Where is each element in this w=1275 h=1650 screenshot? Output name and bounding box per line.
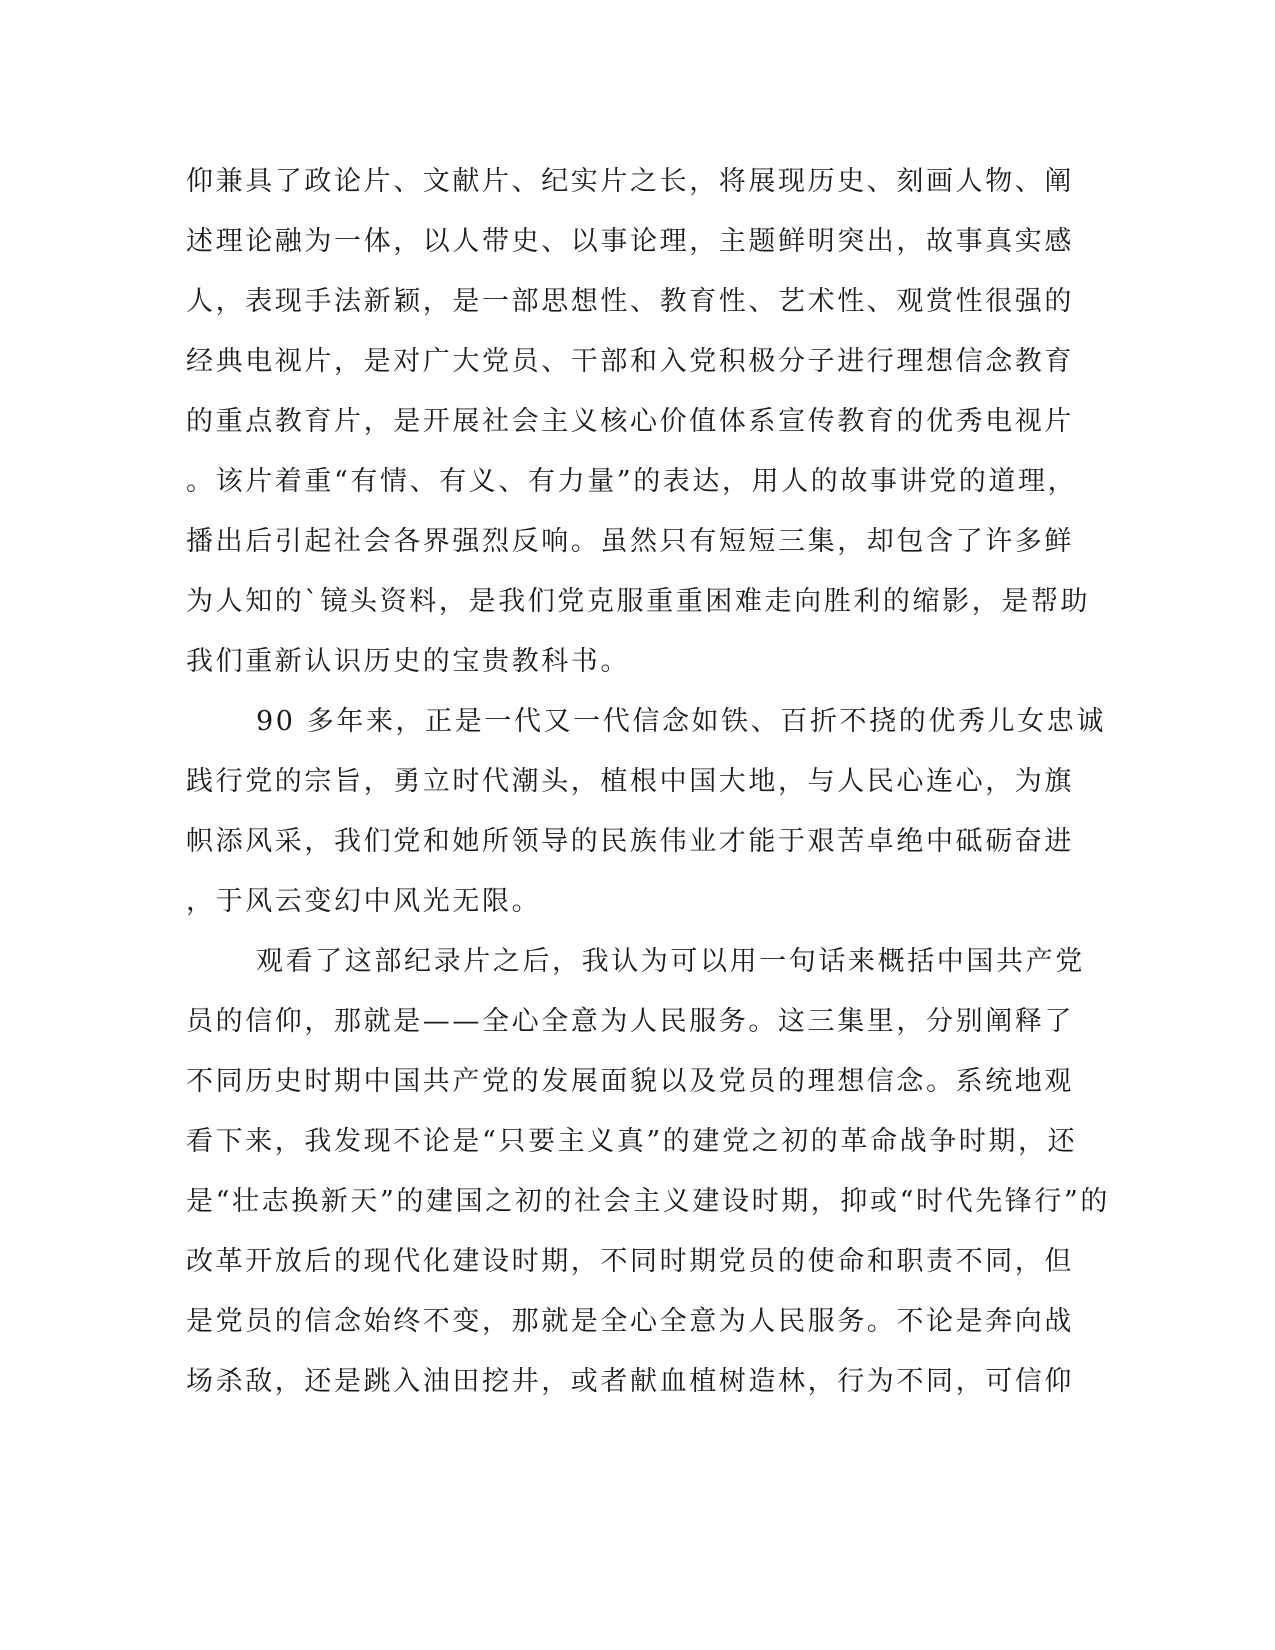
text-line: 改革开放后的现代化建设时期，不同时期党员的使命和职责不同，但 [186,1246,1074,1277]
text-line: 场杀敌，还是跳入油田挖井，或者献血植树造林，行为不同，可信仰 [186,1366,1074,1397]
text-line: 仰兼具了政论片、文献片、纪实片之长，将展现历史、刻画人物、阐 [186,166,1074,197]
text-line: 为人知的`镜头资料，是我们党克服重重困难走向胜利的缩影，是帮助 [186,586,1091,617]
text-line: 我们重新认识历史的宝贵教科书。 [186,646,630,677]
text-line: 人，表现手法新颖，是一部思想性、教育性、艺术性、观赏性很强的 [186,286,1074,317]
text-line: 观看了这部纪录片之后，我认为可以用一句话来概括中国共产党 [256,946,1085,977]
text-line: 经典电视片，是对广大党员、干部和入党积极分子进行理想信念教育 [186,346,1074,377]
text-line: 看下来，我发现不论是“只要主义真”的建党之初的革命战争时期，还 [186,1126,1078,1157]
text-line: 帜添风采，我们党和她所领导的民族伟业才能于艰苦卓绝中砥砺奋进 [186,826,1074,857]
paragraph-2 [186,700,1106,940]
text-line: 述理论融为一体，以人带史、以事论理，主题鲜明突出，故事真实感 [186,226,1074,257]
paragraph-1 [186,160,1091,700]
paragraph-3 [186,940,1111,1420]
text-line: 员的信仰，那就是——全心全意为人民服务。这三集里，分别阐释了 [186,1006,1074,1037]
text-line: 是“壮志换新天”的建国之初的社会主义建设时期，抑或“时代先锋行”的 [186,1186,1111,1217]
text-line: 。该片着重“有情、有义、有力量”的表达，用人的故事讲党的道理， [186,466,1078,497]
text-line: 践行党的宗旨，勇立时代潮头，植根中国大地，与人民心连心，为旗 [186,766,1074,797]
text-line: 的重点教育片，是开展社会主义核心价值体系宣传教育的优秀电视片 [186,406,1074,437]
text-line: 不同历史时期中国共产党的发展面貌以及党员的理想信念。系统地观 [186,1066,1074,1097]
text-line: 90 多年来，正是一代又一代信念如铁、百折不挠的优秀儿女忠诚 [256,706,1106,737]
text-line: ，于风云变幻中风光无限。 [186,886,542,917]
text-line: 播出后引起社会各界强烈反响。虽然只有短短三集，却包含了许多鲜 [186,526,1074,557]
body-text [186,160,1111,1420]
text-line: 是党员的信念始终不变，那就是全心全意为人民服务。不论是奔向战 [186,1306,1074,1337]
